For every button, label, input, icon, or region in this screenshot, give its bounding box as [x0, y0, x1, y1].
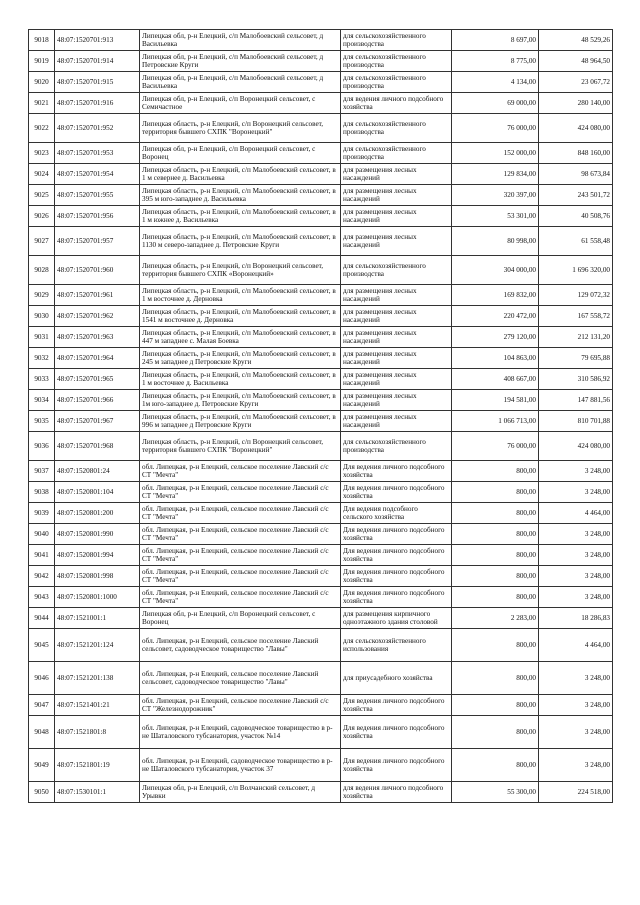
area-cell: 800,00 [452, 524, 539, 545]
value-cell: 3 248,00 [539, 461, 613, 482]
row-number: 9024 [29, 164, 55, 185]
row-number: 9044 [29, 608, 55, 629]
address-cell: обл. Липецкая, р-н Елецкий, сельское поселение Лавский с/с СТ "Мечта" [140, 503, 341, 524]
cadastral-number: 48:07:1520801:990 [55, 524, 140, 545]
table-row [29, 608, 613, 629]
table-row [29, 461, 613, 482]
cadastral-number: 48:07:1520801:998 [55, 566, 140, 587]
address-cell: Липецкая обл, р-н Елецкий, с/п Малобоевский сельсовет, д Петровские Круги [140, 51, 341, 72]
address-cell: обл. Липецкая, р-н Елецкий, сельское поселение Лавский с/с СТ "Мечта" [140, 524, 341, 545]
table-row [29, 114, 613, 143]
table-row [29, 256, 613, 285]
cadastral-number: 48:07:1520701:957 [55, 227, 140, 256]
cadastral-number: 48:07:1520701:964 [55, 348, 140, 369]
value-cell: 147 881,56 [539, 390, 613, 411]
cadastral-number: 48:07:1520701:963 [55, 327, 140, 348]
land-registry-sheet [28, 29, 612, 803]
table-row [29, 411, 613, 432]
land-use-cell: для размещения лесных насаждений [341, 206, 452, 227]
value-cell: 1 696 320,00 [539, 256, 613, 285]
address-cell: обл. Липецкая, р-н Елецкий, сельское поселение Лавский с/с СТ "Мечта" [140, 461, 341, 482]
land-use-cell: Для ведения личного подсобного хозяйства [341, 695, 452, 716]
row-number: 9023 [29, 143, 55, 164]
address-cell: Липецкая область, р-н Елецкий, с/п Малобоевский сельсовет, в 1541 м восточнее д. Дерновка [140, 306, 341, 327]
land-use-cell: для размещения лесных насаждений [341, 411, 452, 432]
land-use-cell: для сельскохозяйственного производства [341, 143, 452, 164]
value-cell: 167 558,72 [539, 306, 613, 327]
row-number: 9035 [29, 411, 55, 432]
table-row [29, 285, 613, 306]
address-cell: обл. Липецкая, р-н Елецкий, сельское поселение Лавский с/с СТ "Мечта" [140, 545, 341, 566]
value-cell: 3 248,00 [539, 524, 613, 545]
row-number: 9022 [29, 114, 55, 143]
land-use-cell: для размещения лесных насаждений [341, 164, 452, 185]
address-cell: обл. Липецкая, р-н Елецкий, садоводческое товарищество в р-не Шаталовского тубсанатория, участок 37 [140, 749, 341, 782]
land-registry-table [28, 29, 613, 803]
table-row [29, 629, 613, 662]
table-row [29, 227, 613, 256]
cadastral-number: 48:07:1521401:21 [55, 695, 140, 716]
cadastral-number: 48:07:1520701:915 [55, 72, 140, 93]
land-use-cell: для ведения личного подсобного хозяйства [341, 93, 452, 114]
table-row [29, 482, 613, 503]
table-row [29, 327, 613, 348]
value-cell: 224 518,00 [539, 782, 613, 803]
table-row [29, 749, 613, 782]
value-cell: 810 701,88 [539, 411, 613, 432]
area-cell: 800,00 [452, 482, 539, 503]
address-cell: Липецкая обл, р-н Елецкий, с/п Волчанский сельсовет, д Урывки [140, 782, 341, 803]
table-row [29, 662, 613, 695]
area-cell: 53 301,00 [452, 206, 539, 227]
area-cell: 800,00 [452, 545, 539, 566]
area-cell: 220 472,00 [452, 306, 539, 327]
table-row [29, 432, 613, 461]
address-cell: Липецкая область, р-н Елецкий, с/п Воронецкий сельсовет, территория бывшего СХПК "Воронецкий" [140, 114, 341, 143]
value-cell: 212 131,20 [539, 327, 613, 348]
address-cell: обл. Липецкая, р-н Елецкий, сельское поселение Лавский сельсовет, садоводческое товарищество "Лавы" [140, 662, 341, 695]
value-cell: 280 140,00 [539, 93, 613, 114]
area-cell: 800,00 [452, 566, 539, 587]
address-cell: Липецкая область, р-н Елецкий, с/п Малобоевский сельсовет, в 395 м юго-западнее д. Васильевка [140, 185, 341, 206]
land-use-cell: для сельскохозяйственного производства [341, 30, 452, 51]
table-row [29, 51, 613, 72]
value-cell: 79 695,88 [539, 348, 613, 369]
address-cell: Липецкая область, р-н Елецкий, с/п Малобоевский сельсовет, в 996 м западнее д Петровские Круги [140, 411, 341, 432]
area-cell: 169 832,00 [452, 285, 539, 306]
area-cell: 1 066 713,00 [452, 411, 539, 432]
value-cell: 3 248,00 [539, 545, 613, 566]
cadastral-number: 48:07:1520801:200 [55, 503, 140, 524]
address-cell: обл. Липецкая, р-н Елецкий, сельское поселение Лавский с/с СТ "Мечта" [140, 482, 341, 503]
row-number: 9028 [29, 256, 55, 285]
address-cell: Липецкая обл, р-н Елецкий, с/п Воронецкий сельсовет, с Воронец [140, 143, 341, 164]
cadastral-number: 48:07:1521201:124 [55, 629, 140, 662]
table-row [29, 782, 613, 803]
table-row [29, 143, 613, 164]
value-cell: 48 529,26 [539, 30, 613, 51]
land-use-cell: для сельскохозяйственного производства [341, 432, 452, 461]
row-number: 9037 [29, 461, 55, 482]
area-cell: 4 134,00 [452, 72, 539, 93]
area-cell: 800,00 [452, 587, 539, 608]
cadastral-number: 48:07:1521001:1 [55, 608, 140, 629]
cadastral-number: 48:07:1520801:104 [55, 482, 140, 503]
cadastral-number: 48:07:1520701:954 [55, 164, 140, 185]
row-number: 9034 [29, 390, 55, 411]
land-use-cell: для размещения лесных насаждений [341, 369, 452, 390]
cadastral-number: 48:07:1520701:965 [55, 369, 140, 390]
cadastral-number: 48:07:1520701:967 [55, 411, 140, 432]
land-use-cell: для приусадебного хозяйства [341, 662, 452, 695]
row-number: 9026 [29, 206, 55, 227]
value-cell: 129 072,32 [539, 285, 613, 306]
table-row [29, 566, 613, 587]
land-use-cell: для сельскохозяйственного производства [341, 51, 452, 72]
address-cell: Липецкая область, р-н Елецкий, с/п Малобоевский сельсовет, в 1130 м северо-западнее д. Петровские Круги [140, 227, 341, 256]
area-cell: 152 000,00 [452, 143, 539, 164]
land-use-cell: для размещения лесных насаждений [341, 306, 452, 327]
area-cell: 80 998,00 [452, 227, 539, 256]
cadastral-number: 48:07:1520701:960 [55, 256, 140, 285]
address-cell: Липецкая обл, р-н Елецкий, с/п Малобоевский сельсовет, д Васильевка [140, 72, 341, 93]
value-cell: 3 248,00 [539, 716, 613, 749]
row-number: 9050 [29, 782, 55, 803]
area-cell: 279 120,00 [452, 327, 539, 348]
address-cell: Липецкая обл, р-н Елецкий, с/п Воронецкий сельсовет, с Воронец [140, 608, 341, 629]
cadastral-number: 48:07:1521801:8 [55, 716, 140, 749]
address-cell: Липецкая обл, р-н Елецкий, с/п Малобоевский сельсовет, д Васильевка [140, 30, 341, 51]
area-cell: 8 775,00 [452, 51, 539, 72]
table-row [29, 72, 613, 93]
value-cell: 23 067,72 [539, 72, 613, 93]
value-cell: 3 248,00 [539, 695, 613, 716]
value-cell: 243 501,72 [539, 185, 613, 206]
table-row [29, 30, 613, 51]
address-cell: обл. Липецкая, р-н Елецкий, садоводческое товарищество в р-не Шаталовского тубсанатория, участок №14 [140, 716, 341, 749]
land-use-cell: для сельскохозяйственного производства [341, 114, 452, 143]
row-number: 9025 [29, 185, 55, 206]
address-cell: Липецкая обл, р-н Елецкий, с/п Воронецкий сельсовет, с Семичастное [140, 93, 341, 114]
land-use-cell: для размещения лесных насаждений [341, 327, 452, 348]
cadastral-number: 48:07:1520701:952 [55, 114, 140, 143]
row-number: 9046 [29, 662, 55, 695]
land-use-cell: Для ведения личного подсобного хозяйства [341, 716, 452, 749]
value-cell: 40 508,76 [539, 206, 613, 227]
row-number: 9021 [29, 93, 55, 114]
row-number: 9039 [29, 503, 55, 524]
area-cell: 320 397,00 [452, 185, 539, 206]
address-cell: обл. Липецкая, р-н Елецкий, сельское поселение Лавский с/с СТ "Железнодорожник" [140, 695, 341, 716]
row-number: 9018 [29, 30, 55, 51]
table-row [29, 306, 613, 327]
row-number: 9038 [29, 482, 55, 503]
area-cell: 104 863,00 [452, 348, 539, 369]
land-use-cell: Для ведения личного подсобного хозяйства [341, 749, 452, 782]
table-row [29, 545, 613, 566]
row-number: 9048 [29, 716, 55, 749]
land-use-cell: для сельскохозяйственного производства [341, 256, 452, 285]
area-cell: 800,00 [452, 662, 539, 695]
address-cell: обл. Липецкая, р-н Елецкий, сельское поселение Лавский сельсовет, садоводческое товарищество "Лавы" [140, 629, 341, 662]
address-cell: обл. Липецкая, р-н Елецкий, сельское поселение Лавский с/с СТ "Мечта" [140, 566, 341, 587]
row-number: 9031 [29, 327, 55, 348]
value-cell: 3 248,00 [539, 566, 613, 587]
address-cell: Липецкая область, р-н Елецкий, с/п Воронецкий сельсовет, территория бывшего СХПК «Воронецкий» [140, 256, 341, 285]
area-cell: 2 283,00 [452, 608, 539, 629]
cadastral-number: 48:07:1520701:961 [55, 285, 140, 306]
land-use-cell: для размещения кирпичного одноэтажного здания столовой [341, 608, 452, 629]
area-cell: 69 000,00 [452, 93, 539, 114]
cadastral-number: 48:07:1520801:1000 [55, 587, 140, 608]
land-use-cell: Для ведения личного подсобного хозяйства [341, 524, 452, 545]
row-number: 9030 [29, 306, 55, 327]
cadastral-number: 48:07:1520801:994 [55, 545, 140, 566]
row-number: 9036 [29, 432, 55, 461]
table-row [29, 524, 613, 545]
row-number: 9032 [29, 348, 55, 369]
value-cell: 4 464,00 [539, 629, 613, 662]
cadastral-number: 48:07:1520701:955 [55, 185, 140, 206]
table-row [29, 185, 613, 206]
cadastral-number: 48:07:1521801:19 [55, 749, 140, 782]
cadastral-number: 48:07:1520801:24 [55, 461, 140, 482]
value-cell: 424 080,00 [539, 432, 613, 461]
address-cell: обл. Липецкая, р-н Елецкий, сельское поселение Лавский с/с СТ "Мечта" [140, 587, 341, 608]
land-use-cell: для сельскохозяйственного использования [341, 629, 452, 662]
land-use-cell: Для ведения личного подсобного хозяйства [341, 545, 452, 566]
row-number: 9040 [29, 524, 55, 545]
value-cell: 61 558,48 [539, 227, 613, 256]
cadastral-number: 48:07:1520701:953 [55, 143, 140, 164]
row-number: 9033 [29, 369, 55, 390]
land-use-cell: для размещения лесных насаждений [341, 285, 452, 306]
value-cell: 424 080,00 [539, 114, 613, 143]
address-cell: Липецкая область, р-н Елецкий, с/п Малобоевский сельсовет, в 447 м западнее с. Малая Боевка [140, 327, 341, 348]
land-use-cell: для размещения лесных насаждений [341, 348, 452, 369]
table-row [29, 390, 613, 411]
cadastral-number: 48:07:1520701:956 [55, 206, 140, 227]
value-cell: 3 248,00 [539, 662, 613, 695]
area-cell: 800,00 [452, 461, 539, 482]
cadastral-number: 48:07:1520701:966 [55, 390, 140, 411]
land-use-cell: Для ведения личного подсобного хозяйства [341, 461, 452, 482]
row-number: 9049 [29, 749, 55, 782]
row-number: 9047 [29, 695, 55, 716]
address-cell: Липецкая область, р-н Елецкий, с/п Малобоевский сельсовет, в 1 м восточнее д. Дерновка [140, 285, 341, 306]
cadastral-number: 48:07:1520701:968 [55, 432, 140, 461]
row-number: 9020 [29, 72, 55, 93]
value-cell: 3 248,00 [539, 482, 613, 503]
table-row [29, 503, 613, 524]
value-cell: 18 286,83 [539, 608, 613, 629]
row-number: 9041 [29, 545, 55, 566]
address-cell: Липецкая область, р-н Елецкий, с/п Воронецкий сельсовет, территория бывшего СХПК "Воронецкий" [140, 432, 341, 461]
area-cell: 408 667,00 [452, 369, 539, 390]
area-cell: 129 834,00 [452, 164, 539, 185]
area-cell: 76 000,00 [452, 432, 539, 461]
value-cell: 310 586,92 [539, 369, 613, 390]
row-number: 9042 [29, 566, 55, 587]
land-use-cell: для размещения лесных насаждений [341, 390, 452, 411]
area-cell: 800,00 [452, 503, 539, 524]
address-cell: Липецкая область, р-н Елецкий, с/п Малобоевский сельсовет, в 1 м южнее д. Васильевка [140, 206, 341, 227]
row-number: 9043 [29, 587, 55, 608]
row-number: 9019 [29, 51, 55, 72]
land-use-cell: Для ведения личного подсобного хозяйства [341, 587, 452, 608]
area-cell: 8 697,00 [452, 30, 539, 51]
area-cell: 800,00 [452, 695, 539, 716]
address-cell: Липецкая область, р-н Елецкий, с/п Малобоевский сельсовет, в 245 м западнее д Петровские Круги [140, 348, 341, 369]
table-body [29, 30, 613, 803]
land-use-cell: для ведения личного подсобного хозяйства [341, 782, 452, 803]
table-row [29, 348, 613, 369]
table-row [29, 369, 613, 390]
value-cell: 4 464,00 [539, 503, 613, 524]
area-cell: 800,00 [452, 716, 539, 749]
address-cell: Липецкая область, р-н Елецкий, с/п Малобоевский сельсовет, в 1м юго-западнее д. Петровские Круги [140, 390, 341, 411]
area-cell: 800,00 [452, 629, 539, 662]
table-row [29, 164, 613, 185]
area-cell: 76 000,00 [452, 114, 539, 143]
value-cell: 3 248,00 [539, 587, 613, 608]
row-number: 9029 [29, 285, 55, 306]
table-row [29, 587, 613, 608]
land-use-cell: для размещения лесных насаждений [341, 227, 452, 256]
table-row [29, 695, 613, 716]
area-cell: 194 581,00 [452, 390, 539, 411]
table-row [29, 716, 613, 749]
value-cell: 848 160,00 [539, 143, 613, 164]
address-cell: Липецкая область, р-н Елецкий, с/п Малобоевский сельсовет, в 1 м восточнее д. Васильевка [140, 369, 341, 390]
cadastral-number: 48:07:1521201:138 [55, 662, 140, 695]
row-number: 9045 [29, 629, 55, 662]
land-use-cell: для размещения лесных насаждений [341, 185, 452, 206]
row-number: 9027 [29, 227, 55, 256]
value-cell: 48 964,50 [539, 51, 613, 72]
land-use-cell: для сельскохозяйственного производства [341, 72, 452, 93]
area-cell: 304 000,00 [452, 256, 539, 285]
land-use-cell: Для ведения личного подсобного хозяйства [341, 566, 452, 587]
address-cell: Липецкая область, р-н Елецкий, с/п Малобоевский сельсовет, в 1 м севернее д. Васильевка [140, 164, 341, 185]
table-row [29, 93, 613, 114]
cadastral-number: 48:07:1520701:914 [55, 51, 140, 72]
cadastral-number: 48:07:1530101:1 [55, 782, 140, 803]
land-use-cell: Для ведения личного подсобного хозяйства [341, 482, 452, 503]
area-cell: 55 300,00 [452, 782, 539, 803]
cadastral-number: 48:07:1520701:962 [55, 306, 140, 327]
table-row [29, 206, 613, 227]
value-cell: 98 673,84 [539, 164, 613, 185]
land-use-cell: Для ведения подсобного сельского хозяйства [341, 503, 452, 524]
area-cell: 800,00 [452, 749, 539, 782]
cadastral-number: 48:07:1520701:913 [55, 30, 140, 51]
value-cell: 3 248,00 [539, 749, 613, 782]
cadastral-number: 48:07:1520701:916 [55, 93, 140, 114]
